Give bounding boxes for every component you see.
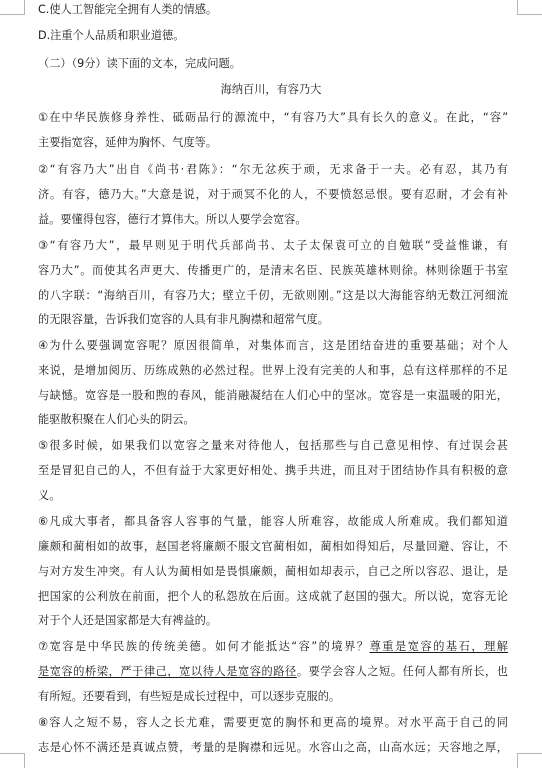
- paragraph-line: 义。: [38, 489, 61, 502]
- paragraph-line: 把国家的公利放在前面，把个人的私怨放在后面。这成就了赵国的强大。所以说，宽容无论: [38, 590, 508, 603]
- underlined-phrase: 尊重是宽容的基石，理解: [369, 640, 508, 653]
- paragraph-line: ①在中华民族修身养性、砥砺品行的源流中，“有容乃大”具有长久的意义。在此，“容”: [38, 111, 508, 124]
- crop-mark-top-right: [517, 0, 542, 15]
- paragraph-line: [38, 639, 508, 655]
- paragraph-line: 济。有容，德乃大。”大意是说，对于顽冥不化的人，不要愤怒忌恨。要有忍耐，才会有补: [38, 188, 508, 201]
- section-header: （二）（9分）读下面的文本，完成问题。: [38, 57, 241, 70]
- paragraph-line: ③“有容乃大”，最早则见于明代兵部尚书、太子太保袁可立的自勉联“受益惟谦，有: [38, 239, 508, 252]
- paragraph-line: 来说，是增加阅历、历练成熟的必然过程。世界上没有完美的人和事，总有这样那样的不足: [38, 364, 508, 377]
- article-title: 海纳百川，有容乃大: [220, 83, 322, 96]
- paragraph-line: 至是冒犯自己的人，不但有益于大家更好相处、携手共进，而且对于团结协作具有积极的意: [38, 464, 508, 477]
- paragraph-line: ⑧容人之短不易，容人之长尤难，需要更宽的胸怀和更高的境界。对水平高于自己的同: [38, 716, 508, 729]
- paragraph-line: 与对方发生冲突。有人认为蔺相如是畏惧廉颇，蔺相如却表示，自己之所以容忍、退让，是: [38, 565, 508, 578]
- paragraph-text: 。要学会容人之短。任何人都有所长，也: [296, 665, 508, 678]
- paragraph-line: 主要指宽容，延伸为胸怀、气度等。: [38, 136, 218, 149]
- paragraph-line: 对于个人还是国家都是大有裨益的。: [38, 614, 218, 627]
- crop-mark-bottom-left: [0, 753, 25, 768]
- paragraph-line: 志是心怀不满还是真诚点赞，考量的是胸襟和远见。水容山之高，山高水远；天容地之厚，: [38, 741, 508, 754]
- paragraph-line: 与缺憾。宽容是一股和煦的春风，能消融凝结在人们心中的坚冰。宽容是一束温暖的阳光，: [38, 389, 508, 402]
- paragraph-line: 廉颇和蔺相如的故事，赵国老将廉颇不服文官蔺相如，蔺相如得知后，尽量回避、容让，不: [38, 540, 508, 553]
- paragraph-line: 的无限容量，告诉我们宽容的人具有非凡胸襟和超常气度。: [38, 313, 329, 326]
- underlined-phrase: 是宽容的桥梁，严于律己，宽以待人是宽容的路径: [38, 665, 297, 678]
- paragraph-text: ⑦宽容是中华民族的传统美德。如何才能抵达“容”的境界？: [38, 640, 370, 653]
- paragraph-line: ⑤很多时候，如果我们以宽容之量来对待他人，包括那些与自己意见相悖、有过误会甚: [38, 439, 508, 452]
- paragraph-line: 能驱散积聚在人们心头的阴云。: [38, 413, 195, 426]
- paragraph-line: [38, 664, 508, 680]
- paragraph-line: ②“有容乃大”出自《尚书·君陈》：“尔无忿疾于顽，无求备于一夫。必有忍，其乃有: [38, 163, 508, 176]
- option-d: D.注重个人品质和职业道德。: [38, 29, 185, 42]
- paragraph-line: 有所短。还要看到，有些短是成长过程中，可以逐步克服的。: [38, 690, 341, 703]
- paragraph-line: ⑥凡成大事者，都具备容人容事的气量，能容人所难容，故能成人所难成。我们都知道: [38, 515, 508, 528]
- crop-mark-bottom-right: [517, 753, 542, 768]
- option-c: C.使人工智能完全拥有人类的情感。: [38, 3, 218, 16]
- paragraph-line: ④为什么要强调宽容呢？原因很简单，对集体而言，这是团结奋进的重要基础；对个人: [38, 339, 508, 352]
- crop-mark-top-left: [0, 0, 25, 15]
- paragraph-line: 容乃大”。而使其名声更大、传播更广的，是清末名臣、民族英雄林则徐。林则徐题于书室: [38, 264, 508, 277]
- paragraph-line: 的八字联：“海纳百川，有容乃大；壁立千仞，无欲则刚。”这是以大海能容纳无数江河细流: [38, 289, 508, 302]
- paragraph-line: 益。要懂得包容，德行才算伟大。所以人要学会宽容。: [38, 213, 307, 226]
